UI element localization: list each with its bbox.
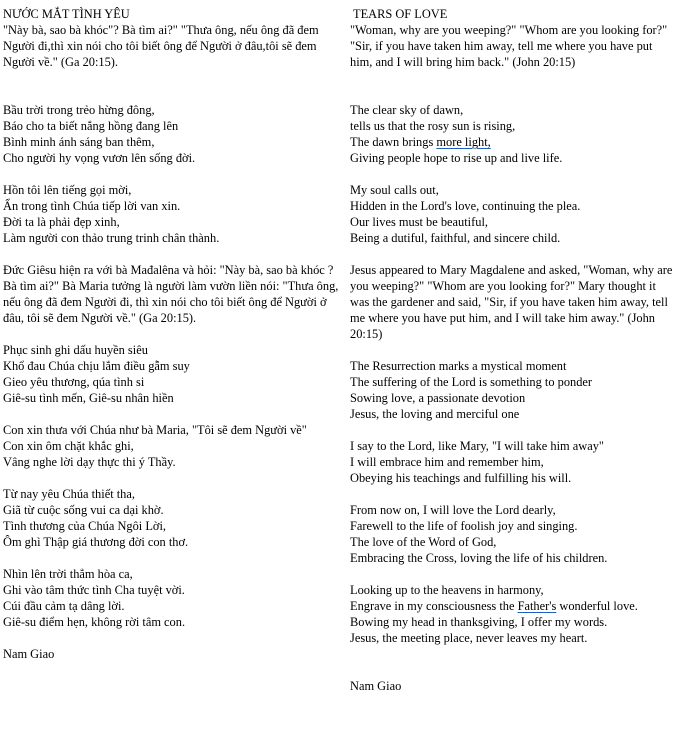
vietnamese-title: NƯỚC MẮT TÌNH YÊU (3, 7, 130, 21)
poem-line: Farewell to the life of foolish joy and singing. (350, 519, 578, 533)
poem-line: Gieo yêu thương, qúa tình si (3, 375, 145, 389)
stanza (350, 262, 676, 342)
stanza (350, 358, 676, 422)
poem-line: Phục sinh ghi dấu huyền siêu (3, 343, 148, 357)
english-column (350, 6, 676, 694)
stanza (3, 342, 340, 406)
poem-line: The clear sky of dawn, (350, 103, 464, 117)
poem-line: Làm người con thảo trung trinh chân thành. (3, 231, 220, 245)
poem-line: The love of the Word of God, (350, 535, 497, 549)
poem-line-text: Engrave in my consciousness the (350, 599, 518, 613)
poem-line: Embracing the Cross, loving the life of his children. (350, 551, 608, 565)
english-stanza (350, 102, 676, 166)
poem-line: Being a dutiful, faithful, and sincere child. (350, 231, 561, 245)
poem-line: Obeying his teachings and fulfilling his will. (350, 471, 572, 485)
stanza (3, 182, 340, 246)
vietnamese-stanzas (3, 102, 340, 630)
poem-line: Bầu trời trong trẻo hừng đông, (3, 103, 155, 117)
poem-line: From now on, I will love the Lord dearly, (350, 503, 556, 517)
poem-line: tells us that the rosy sun is rising, (350, 119, 516, 133)
poem-line: The suffering of the Lord is something to ponder (350, 375, 593, 389)
poem-line (350, 598, 676, 614)
poem-line: Ôm ghì Thập giá thương đời con thơ. (3, 535, 189, 549)
poem-line: Báo cho ta biết nắng hồng đang lên (3, 119, 179, 133)
english-stanza (350, 582, 676, 646)
poem-line: Đời ta là phải đẹp xinh, (3, 215, 120, 229)
english-intro-line: "Woman, why are you weeping?" "Whom are you looking for?" (350, 23, 668, 37)
poem-line (350, 134, 676, 150)
poem-line: Con xin thưa với Chúa như bà Maria, "Tôi sẽ đem Người về" (3, 423, 307, 437)
spellcheck-underline: Father's (517, 599, 557, 613)
english-title: TEARS OF LOVE (353, 7, 448, 21)
poem-line: Vâng nghe lời dạy thực thi ý Thầy. (3, 455, 176, 469)
poem-line: Giê-su điểm hẹn, không rời tâm con. (3, 615, 186, 629)
poem-line: Looking up to the heavens in harmony, (350, 583, 544, 597)
vietnamese-author: Nam Giao (3, 647, 55, 661)
poem-line: Đức Giêsu hiện ra với bà Mađalêna và hỏi: "Này bà, sao bà khóc ? Bà tìm ai?" Bà Maria tưởng là người làm vườn liền nói: "Thưa ông, nếu ông đã đem Người đi, thì xin nói cho tôi biết ông để Người ở đâu, tôi sẽ đem Người về." (Ga 20:15). (3, 263, 339, 325)
poem-line: Cho người hy vọng vươn lên sống đời. (3, 151, 196, 165)
poem-line: Nhìn lên trời thẳm hòa ca, (3, 567, 133, 581)
stanza (3, 102, 340, 166)
poem-line: My soul calls out, (350, 183, 439, 197)
poem-line: Từ nay yêu Chúa thiết tha, (3, 487, 135, 501)
english-intro-line: "Sir, if you have taken him away, tell me where you have put him, and I will bring him back." (John 20:15) (350, 39, 653, 69)
poem-line: The Resurrection marks a mystical moment (350, 359, 567, 373)
poem-line: Jesus, the loving and merciful one (350, 407, 520, 421)
poem-line: Hồn tôi lên tiếng gọi mời, (3, 183, 132, 197)
poem-line: Jesus appeared to Mary Magdalene and asked, "Woman, why are you weeping?" "Whom are you looking for?" Mary thought it was the gardener and said, "Sir, if you have taken him away, tell me where you have put him, and I will take him away." (John 20:15) (350, 263, 673, 341)
poem-line: Tình thương của Chúa Ngôi Lời, (3, 519, 166, 533)
poem-line: Our lives must be beautiful, (350, 215, 488, 229)
poem-line: I say to the Lord, like Mary, "I will take him away" (350, 439, 604, 453)
stanza (3, 566, 340, 630)
poem-line: Khổ đau Chúa chịu lắm điều gẫm suy (3, 359, 190, 373)
poem-line: Giã từ cuộc sống vui ca dại khờ. (3, 503, 164, 517)
english-author: Nam Giao (350, 679, 402, 693)
vietnamese-column (3, 6, 340, 662)
stanza (350, 182, 676, 246)
poem-line: Giê-su tình mến, Giê-su nhân hiền (3, 391, 174, 405)
poem-line: Giving people hope to rise up and live life. (350, 151, 563, 165)
stanza (350, 438, 676, 486)
stanza (3, 262, 340, 326)
spellcheck-underline: more light, (436, 135, 491, 149)
poem-line-text: wonderful love. (556, 599, 638, 613)
poem-line: Ghi vào tâm thức tình Cha tuyệt vời. (3, 583, 185, 597)
poem-line: Jesus, the meeting place, never leaves my heart. (350, 631, 588, 645)
vietnamese-intro: "Này bà, sao bà khóc"? Bà tìm ai?" "Thưa ông, nếu ông đã đem Người đi,thì xin nói cho tôi biết ông để Người ở đâu,tôi sẽ đem Người về." (Ga 20:15). (3, 23, 319, 69)
poem-line: I will embrace him and remember him, (350, 455, 544, 469)
poem-line-text: The dawn brings (350, 135, 437, 149)
stanza (350, 502, 676, 566)
poem-line: Sowing love, a passionate devotion (350, 391, 526, 405)
poem-line: Ẩn trong tình Chúa tiếp lời van xin. (3, 199, 181, 213)
stanza (3, 486, 340, 550)
poem-line: Hidden in the Lord's love, continuing the plea. (350, 199, 581, 213)
poem-line: Cúi đầu cảm tạ dâng lời. (3, 599, 125, 613)
english-intro (350, 22, 676, 70)
english-stanzas (350, 182, 676, 582)
poem-line: Con xin ôm chặt khắc ghi, (3, 439, 134, 453)
poem-line: Bowing my head in thanksgiving, I offer my words. (350, 615, 608, 629)
stanza (3, 422, 340, 470)
poem-line: Bình minh ánh sáng ban thêm, (3, 135, 155, 149)
